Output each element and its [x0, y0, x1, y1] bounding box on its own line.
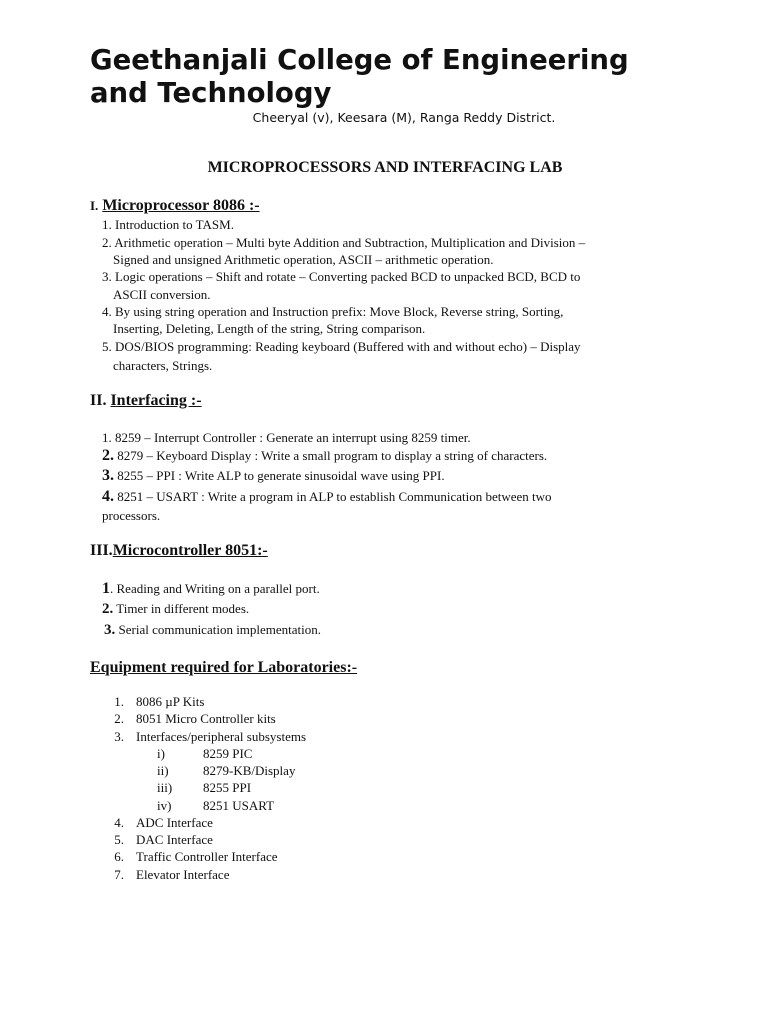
college-address: Cheeryal (v), Keesara (M), Ranga Reddy District. — [252, 110, 556, 125]
equipment-item: 8086 µP Kits — [136, 694, 205, 709]
equipment-subitem: 8279-KB/Display — [203, 763, 296, 778]
equipment-item: Interfaces/peripheral subsystems — [136, 729, 307, 744]
section-3-title: Microcontroller 8051:- — [112, 542, 268, 559]
section-2-item-text: 8255 – PPI : Write ALP to generate sinusoidal wave using PPI. — [114, 468, 445, 483]
section-1-line: 3. Logic operations – Shift and rotate – Converting packed BCD to unpacked BCD, BCD to — [102, 269, 581, 284]
equipment-subitem: 8259 PIC — [203, 746, 253, 761]
section-2-item — [102, 429, 471, 446]
section-1-line: 5. DOS/BIOS programming: Reading keyboard (Buffered with and without echo) – Display — [102, 339, 581, 354]
section-2-item — [102, 488, 552, 505]
equipment-item-number: 4. — [114, 815, 124, 830]
section-2-continuation: processors. — [102, 508, 161, 523]
section-2-item-text: 8259 – Interrupt Controller : Generate an interrupt using 8259 timer. — [111, 430, 471, 445]
section-2-item-number: 1. — [102, 430, 112, 445]
section-2-heading — [90, 392, 202, 410]
section-1-line: Inserting, Deleting, Length of the string, String comparison. — [113, 321, 426, 336]
equipment-subitem: 8255 PPI — [203, 780, 252, 795]
equipment-item-number: 3. — [114, 729, 124, 744]
section-2-item-text: 8279 – Keyboard Display : Write a small program to display a string of characters. — [114, 448, 548, 463]
section-1-line: Signed and unsigned Arithmetic operation, ASCII – arithmetic operation. — [113, 252, 494, 267]
equipment-subitem-number: iv) — [157, 798, 172, 813]
section-3-item — [102, 600, 249, 618]
equipment-item: Traffic Controller Interface — [136, 849, 278, 864]
equipment-item: DAC Interface — [136, 832, 213, 847]
equipment-item: 8051 Micro Controller kits — [136, 711, 276, 726]
equipment-subitem-number: iii) — [157, 780, 173, 795]
equipment-heading — [90, 659, 357, 677]
section-1-title: Microprocessor 8086 :- — [102, 197, 260, 214]
section-3-item-text: Serial communication implementation. — [115, 622, 322, 637]
section-1-line: 4. By using string operation and Instruction prefix: Move Block, Reverse string, Sorting, — [102, 304, 564, 319]
section-3-item — [104, 621, 321, 639]
section-3-item-text: . Reading and Writing on a parallel port. — [110, 581, 320, 596]
equipment-item-number: 2. — [114, 711, 124, 726]
equipment-item: Elevator Interface — [136, 867, 230, 882]
equipment-subitem-number: i) — [157, 746, 165, 761]
equipment-item-number: 6. — [114, 849, 124, 864]
section-2-title: Interfacing :- — [110, 392, 202, 409]
equipment-item-number: 7. — [114, 867, 124, 882]
lab-title: MICROPROCESSORS AND INTERFACING LAB — [207, 159, 563, 176]
section-1-heading — [90, 197, 260, 215]
equipment-subitem: 8251 USART — [203, 798, 275, 813]
section-3-item-number: 3. — [104, 622, 116, 638]
college-name-line-2: and Technology — [90, 77, 332, 109]
section-1-line: 1. Introduction to TASM. — [102, 217, 234, 232]
section-2-item-number: 3. — [102, 467, 114, 484]
section-1-line: ASCII conversion. — [113, 287, 211, 302]
section-2-roman: II. — [90, 392, 107, 409]
college-name — [90, 44, 690, 110]
equipment-subitem-number: ii) — [157, 763, 169, 778]
section-1-roman: I. — [90, 198, 99, 213]
section-2-item-number: 2. — [102, 447, 114, 464]
section-1-line: 2. Arithmetic operation – Multi byte Addition and Subtraction, Multiplication and Division – — [102, 235, 586, 250]
section-3-item-text: Timer in different modes. — [113, 601, 250, 616]
section-1-line: characters, Strings. — [113, 358, 213, 373]
section-3-roman: III. — [90, 542, 113, 559]
college-name-line-1: Geethanjali College of Engineering — [90, 44, 629, 76]
section-2-item — [102, 467, 445, 484]
section-2-item-number: 4. — [102, 488, 114, 505]
equipment-title: Equipment required for Laboratories:- — [90, 659, 358, 676]
section-2-item — [102, 447, 547, 464]
section-3-heading — [90, 542, 268, 560]
section-3-item-number: 2. — [102, 601, 114, 617]
equipment-item: ADC Interface — [136, 815, 213, 830]
equipment-item-number: 1. — [114, 694, 124, 709]
section-3-item — [102, 580, 320, 597]
equipment-item-number: 5. — [114, 832, 124, 847]
section-2-item-text: 8251 – USART : Write a program in ALP to establish Communication between two — [114, 489, 552, 504]
section-3-item-number: 1 — [102, 580, 110, 597]
